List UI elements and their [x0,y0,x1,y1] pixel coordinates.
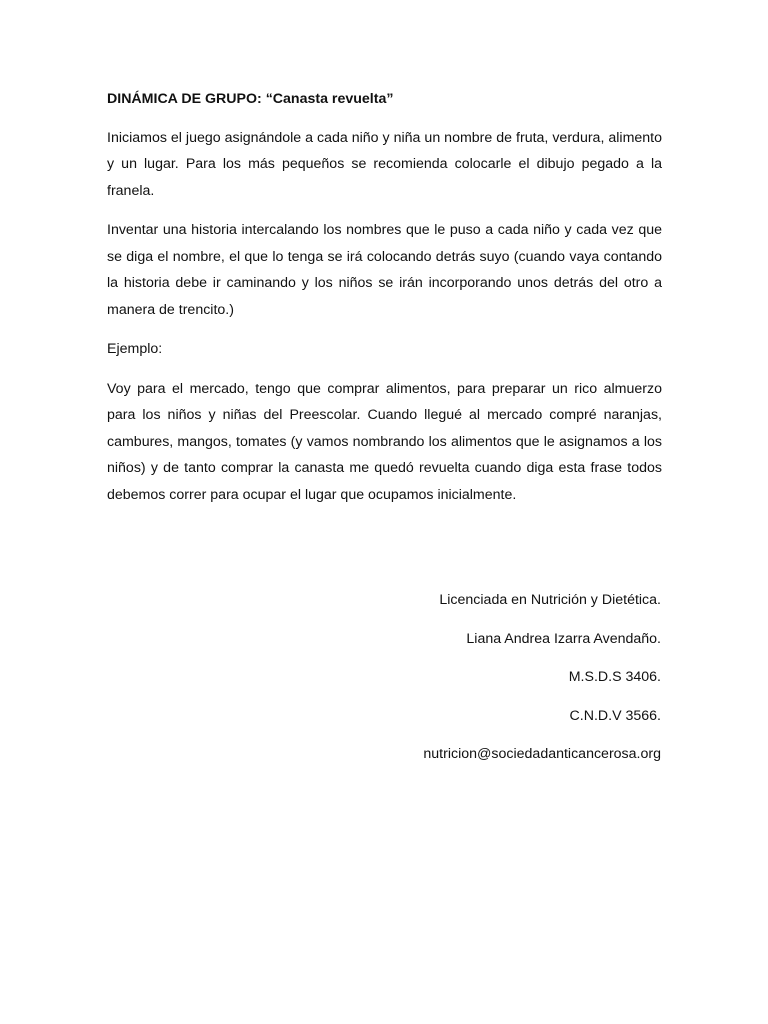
example-paragraph: Voy para el mercado, tengo que comprar alimentos, para preparar un rico almuerzo para los niños y niñas del Preescolar. Cuando llegué al mercado compré naranjas, cambures, mangos, tomates (y vamos nombrando los alimentos que le asignamos a los niños) y de tanto comprar la canasta me quedó revuelta cuando diga esta frase todos debemos correr para ocupar el lugar que ocupamos inicialmente. [107,380,662,503]
signature-msds: M.S.D.S 3406. [568,669,661,685]
signature-block [261,587,661,780]
signature-cndv: C.N.D.V 3566. [569,707,661,724]
signature-degree: Licenciada en Nutrición y Dietética. [439,592,661,608]
document-title: DINÁMICA DE GRUPO: “Canasta revuelta” [107,91,394,107]
signature-email: nutricion@sociedadanticancerosa.org [423,746,661,762]
story-paragraph: Inventar una historia intercalando los nombres que le puso a cada niño y cada vez que se diga el nombre, el que lo tenga se irá colocando detrás suyo (cuando vaya contando la historia debe ir caminando y los niños se irán incorporando unos detrás del otro a manera de trencito.) [107,222,662,318]
intro-paragraph: Iniciamos el juego asignándole a cada niño y niña un nombre de fruta, verdura, alimento y un lugar. Para los más pequeños se recomienda colocarle el dibujo pegado a la franela. [107,129,662,199]
signature-name: Liana Andrea Izarra Avendaño. [466,630,661,647]
example-heading: Ejemplo: [107,341,163,357]
document-body [107,86,662,521]
